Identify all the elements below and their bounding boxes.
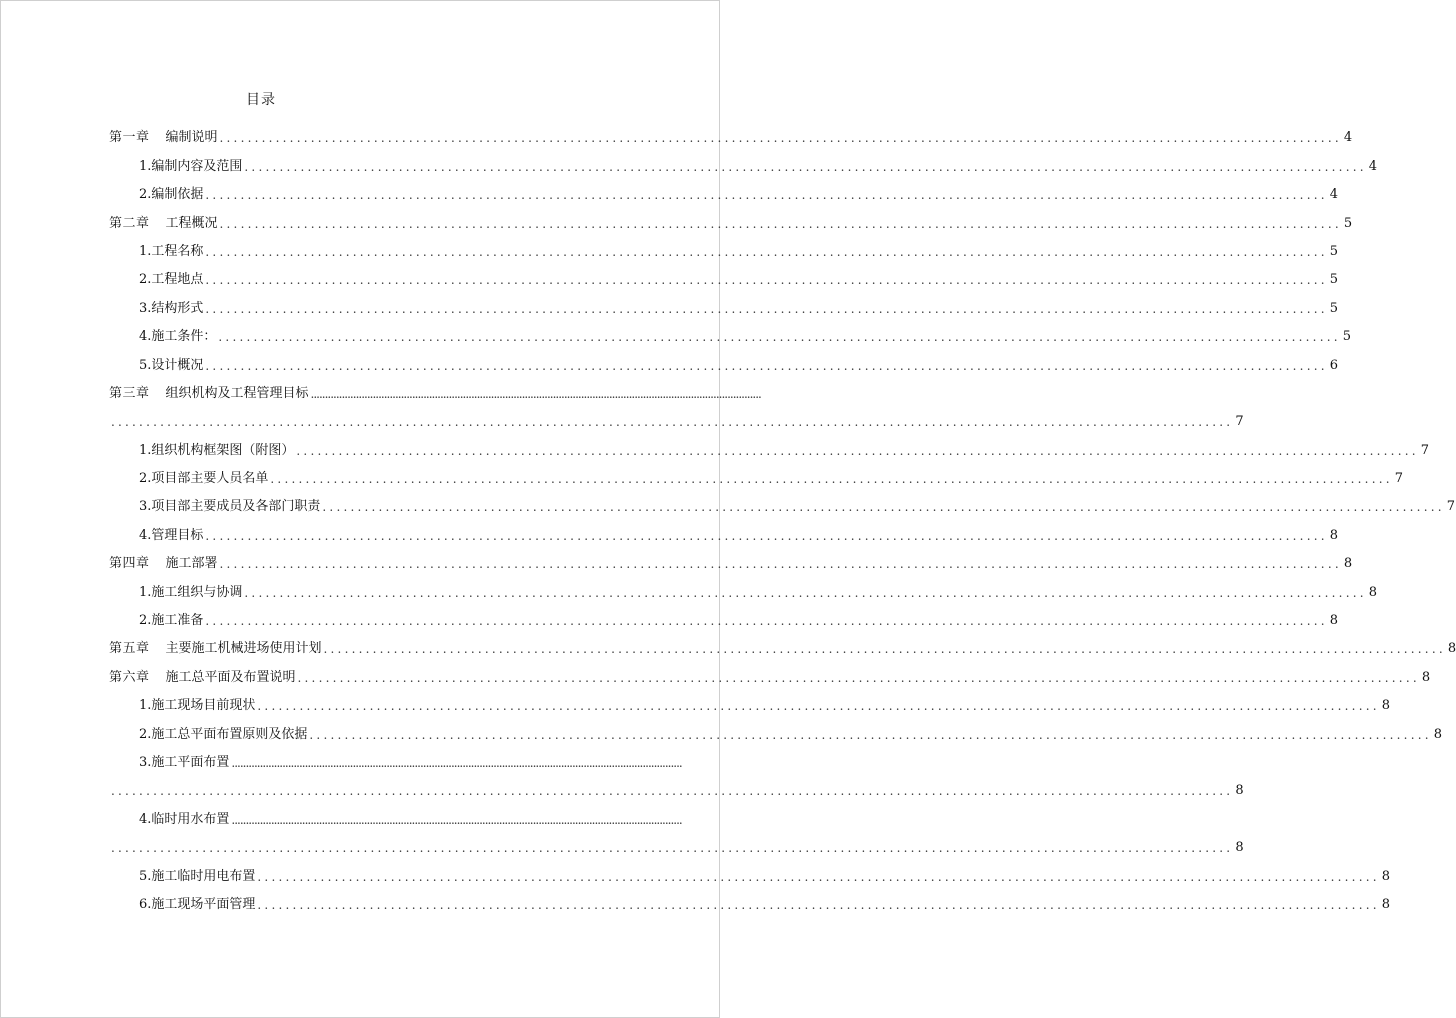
toc-page-number: 8 (1368, 584, 1378, 600)
toc-entry-continuation[interactable] (109, 401, 1244, 430)
toc-entry-number: 2. (139, 471, 152, 487)
toc-page-number: 7 (1420, 442, 1430, 458)
toc-subentry[interactable] (109, 231, 1339, 259)
toc-subentry[interactable] (109, 884, 1391, 912)
dot-leader: ................................................................................................................................................................ (257, 869, 1380, 884)
toc-entry-label (139, 155, 242, 174)
toc-entry-label (139, 808, 229, 827)
dot-leader: ................................................................................................................................................................ (205, 614, 1328, 629)
toc-entry-continuation[interactable] (109, 827, 1244, 856)
toc-entry-text: 施工现场目前现状 (151, 698, 256, 714)
dot-leader: ................................................................................................................................................................ (111, 415, 1234, 430)
toc-entry-continuation[interactable] (109, 770, 1244, 799)
toc-page-number: 4 (1343, 130, 1353, 146)
toc-entry-text: 施工条件： (151, 329, 217, 345)
toc-entry-text: 施工组织与协调 (151, 584, 243, 600)
toc-entry-number: 第二章 (109, 215, 150, 231)
toc-page-number: 5 (1329, 243, 1339, 259)
dot-leader: ................................................................................................................................................................ (231, 755, 682, 770)
toc-entry-text: 编制说明 (165, 130, 218, 146)
table-of-contents (109, 117, 1456, 912)
dot-leader: ................................................................................................................................................................ (310, 386, 761, 401)
dot-leader: ................................................................................................................................................................ (205, 358, 1328, 373)
toc-entry-text: 项目部主要人员名单 (151, 471, 269, 487)
toc-page-number: 7 (1446, 499, 1456, 515)
toc-entry-label (109, 382, 309, 401)
dot-leader: ................................................................................................................................................................ (297, 670, 1420, 685)
toc-entry-text: 工程地点 (151, 272, 204, 288)
toc-entry-label (109, 666, 296, 685)
toc-entry-label (109, 126, 218, 145)
toc-entry-text: 设计概况 (151, 357, 204, 373)
toc-subentry[interactable] (109, 571, 1378, 600)
toc-entry-number: 2. (139, 726, 152, 742)
toc-page-number: 5 (1329, 300, 1339, 316)
toc-entry-label (139, 609, 203, 628)
toc-chapter-entry[interactable] (109, 202, 1353, 231)
toc-entry-text: 编制内容及范围 (151, 158, 243, 174)
dot-leader: ................................................................................................................................................................ (111, 841, 1234, 856)
toc-page-number: 8 (1329, 613, 1339, 629)
dot-leader: ................................................................................................................................................................ (205, 301, 1328, 316)
toc-page-number: 5 (1343, 215, 1353, 231)
dot-leader: ................................................................................................................................................................ (322, 500, 1445, 515)
dot-leader: ................................................................................................................................................................ (257, 897, 1380, 912)
toc-entry-label (139, 354, 203, 373)
toc-chapter-entry[interactable] (109, 117, 1353, 146)
dot-leader: ................................................................................................................................................................ (309, 727, 1432, 742)
toc-subentry[interactable] (109, 600, 1339, 629)
toc-entry-text: 临时用水布置 (151, 811, 230, 827)
toc-page-number: 8 (1381, 698, 1391, 714)
toc-entry-number: 3. (139, 499, 152, 515)
dot-leader: ................................................................................................................................................................ (205, 273, 1328, 288)
dot-leader: ................................................................................................................................................................ (205, 528, 1328, 543)
toc-subentry[interactable] (109, 514, 1339, 543)
dot-leader: ................................................................................................................................................................ (231, 812, 682, 827)
dot-leader: ................................................................................................................................................................ (219, 557, 1342, 572)
toc-chapter-entry[interactable] (109, 373, 761, 401)
dot-leader: ................................................................................................................................................................ (257, 699, 1380, 714)
toc-entry-number: 第五章 (109, 641, 150, 657)
toc-entry-label (139, 183, 203, 202)
toc-entry-text: 施工平面布置 (151, 754, 230, 770)
toc-page-number: 7 (1235, 414, 1244, 430)
toc-subentry[interactable] (109, 742, 682, 770)
dot-leader: ................................................................................................................................................................ (219, 131, 1342, 146)
toc-entry-label (139, 240, 203, 259)
toc-subentry[interactable] (109, 316, 1352, 345)
toc-page-number: 5 (1329, 272, 1339, 288)
toc-subentry[interactable] (109, 486, 1456, 515)
toc-entry-label (139, 694, 255, 713)
toc-page-number: 6 (1329, 357, 1339, 373)
toc-entry-label (139, 268, 203, 287)
dot-leader: ................................................................................................................................................................ (244, 585, 1367, 600)
toc-entry-text: 施工临时用电布置 (151, 868, 256, 884)
toc-subentry[interactable] (109, 344, 1339, 373)
toc-chapter-entry[interactable] (109, 656, 1431, 685)
toc-page-number: 8 (1381, 868, 1391, 884)
toc-page-number: 5 (1342, 329, 1352, 345)
toc-entry-number: 第六章 (109, 669, 150, 685)
toc-entry-number: 1. (139, 442, 152, 458)
toc-entry-label (139, 467, 268, 486)
toc-subentry[interactable] (109, 713, 1443, 742)
toc-entry-number: 5. (139, 357, 152, 373)
toc-subentry[interactable] (109, 458, 1404, 487)
toc-entry-label (139, 893, 255, 912)
toc-title: 目录 (246, 92, 276, 108)
dot-leader: ................................................................................................................................................................ (111, 784, 1234, 799)
dot-leader: ................................................................................................................................................................ (219, 216, 1342, 231)
toc-subentry[interactable] (109, 145, 1378, 174)
toc-entry-number: 1. (139, 698, 152, 714)
toc-page-number: 8 (1433, 726, 1443, 742)
dot-leader: ................................................................................................................................................................ (205, 188, 1328, 203)
toc-entry-text: 施工准备 (151, 613, 204, 629)
toc-entry-text: 结构形式 (151, 300, 204, 316)
toc-entry-label (109, 552, 218, 571)
toc-entry-label (139, 297, 203, 316)
toc-entry-number: 2. (139, 187, 152, 203)
toc-page-number: 4 (1368, 158, 1378, 174)
toc-page-number: 8 (1235, 840, 1244, 856)
toc-chapter-entry[interactable] (109, 543, 1353, 572)
toc-entry-label (109, 212, 218, 231)
toc-chapter-entry[interactable] (109, 628, 1456, 657)
toc-entry-label (139, 439, 294, 458)
toc-entry-text: 施工总平面及布置说明 (165, 669, 296, 685)
toc-page-number: 8 (1447, 641, 1456, 657)
toc-entry-label (139, 723, 307, 742)
toc-page-number: 8 (1381, 896, 1391, 912)
toc-entry-number: 1. (139, 243, 152, 259)
toc-entry-text: 主要施工机械进场使用计划 (165, 641, 322, 657)
toc-page-number: 7 (1394, 471, 1404, 487)
toc-entry-number: 1. (139, 158, 152, 174)
toc-entry-text: 施工现场平面管理 (151, 896, 256, 912)
dot-leader: ................................................................................................................................................................ (244, 159, 1367, 174)
toc-entry-label (109, 637, 322, 656)
toc-entry-number: 3. (139, 754, 152, 770)
toc-entry-text: 组织机构及工程管理目标 (165, 385, 309, 401)
toc-entry-text: 施工总平面布置原则及依据 (151, 726, 308, 742)
toc-subentry[interactable] (109, 798, 682, 827)
toc-entry-label (139, 581, 242, 600)
toc-entry-text: 管理目标 (151, 527, 204, 543)
toc-entry-number: 4. (139, 811, 152, 827)
toc-entry-text: 施工部署 (165, 556, 218, 572)
toc-subentry[interactable] (109, 174, 1339, 203)
toc-entry-number: 第三章 (109, 385, 150, 401)
toc-subentry[interactable] (109, 429, 1430, 458)
toc-entry-number: 2. (139, 272, 152, 288)
toc-entry-label (139, 325, 216, 344)
toc-subentry[interactable] (109, 259, 1339, 288)
toc-subentry[interactable] (109, 685, 1391, 714)
toc-entry-text: 工程名称 (151, 243, 204, 259)
toc-entry-number: 5. (139, 868, 152, 884)
toc-entry-text: 编制依据 (151, 187, 204, 203)
toc-entry-number: 第四章 (109, 556, 150, 572)
toc-subentry[interactable] (109, 855, 1391, 884)
toc-entry-label (139, 865, 255, 884)
toc-entry-text: 组织机构框架图（附图） (151, 442, 295, 458)
dot-leader: ................................................................................................................................................................ (270, 472, 1393, 487)
dot-leader: ................................................................................................................................................................ (218, 330, 1341, 345)
toc-entry-number: 1. (139, 584, 152, 600)
toc-page-number: 8 (1421, 669, 1431, 685)
toc-page-number: 8 (1329, 527, 1339, 543)
toc-entry-label (139, 495, 320, 514)
toc-entry-number: 6. (139, 896, 152, 912)
dot-leader: ................................................................................................................................................................ (296, 443, 1419, 458)
toc-entry-number: 3. (139, 300, 152, 316)
toc-entry-text: 项目部主要成员及各部门职责 (151, 499, 321, 515)
toc-entry-label (139, 524, 203, 543)
toc-page-number: 4 (1329, 187, 1339, 203)
toc-entry-number: 2. (139, 613, 152, 629)
toc-page-number: 8 (1235, 783, 1244, 799)
dot-leader: ................................................................................................................................................................ (323, 642, 1446, 657)
toc-page-number: 8 (1343, 556, 1353, 572)
toc-entry-number: 第一章 (109, 130, 150, 146)
toc-entry-label (139, 751, 229, 770)
toc-entry-number: 4. (139, 527, 152, 543)
toc-entry-text: 工程概况 (165, 215, 218, 231)
toc-entry-number: 4. (139, 329, 152, 345)
dot-leader: ................................................................................................................................................................ (205, 244, 1328, 259)
toc-subentry[interactable] (109, 287, 1339, 316)
